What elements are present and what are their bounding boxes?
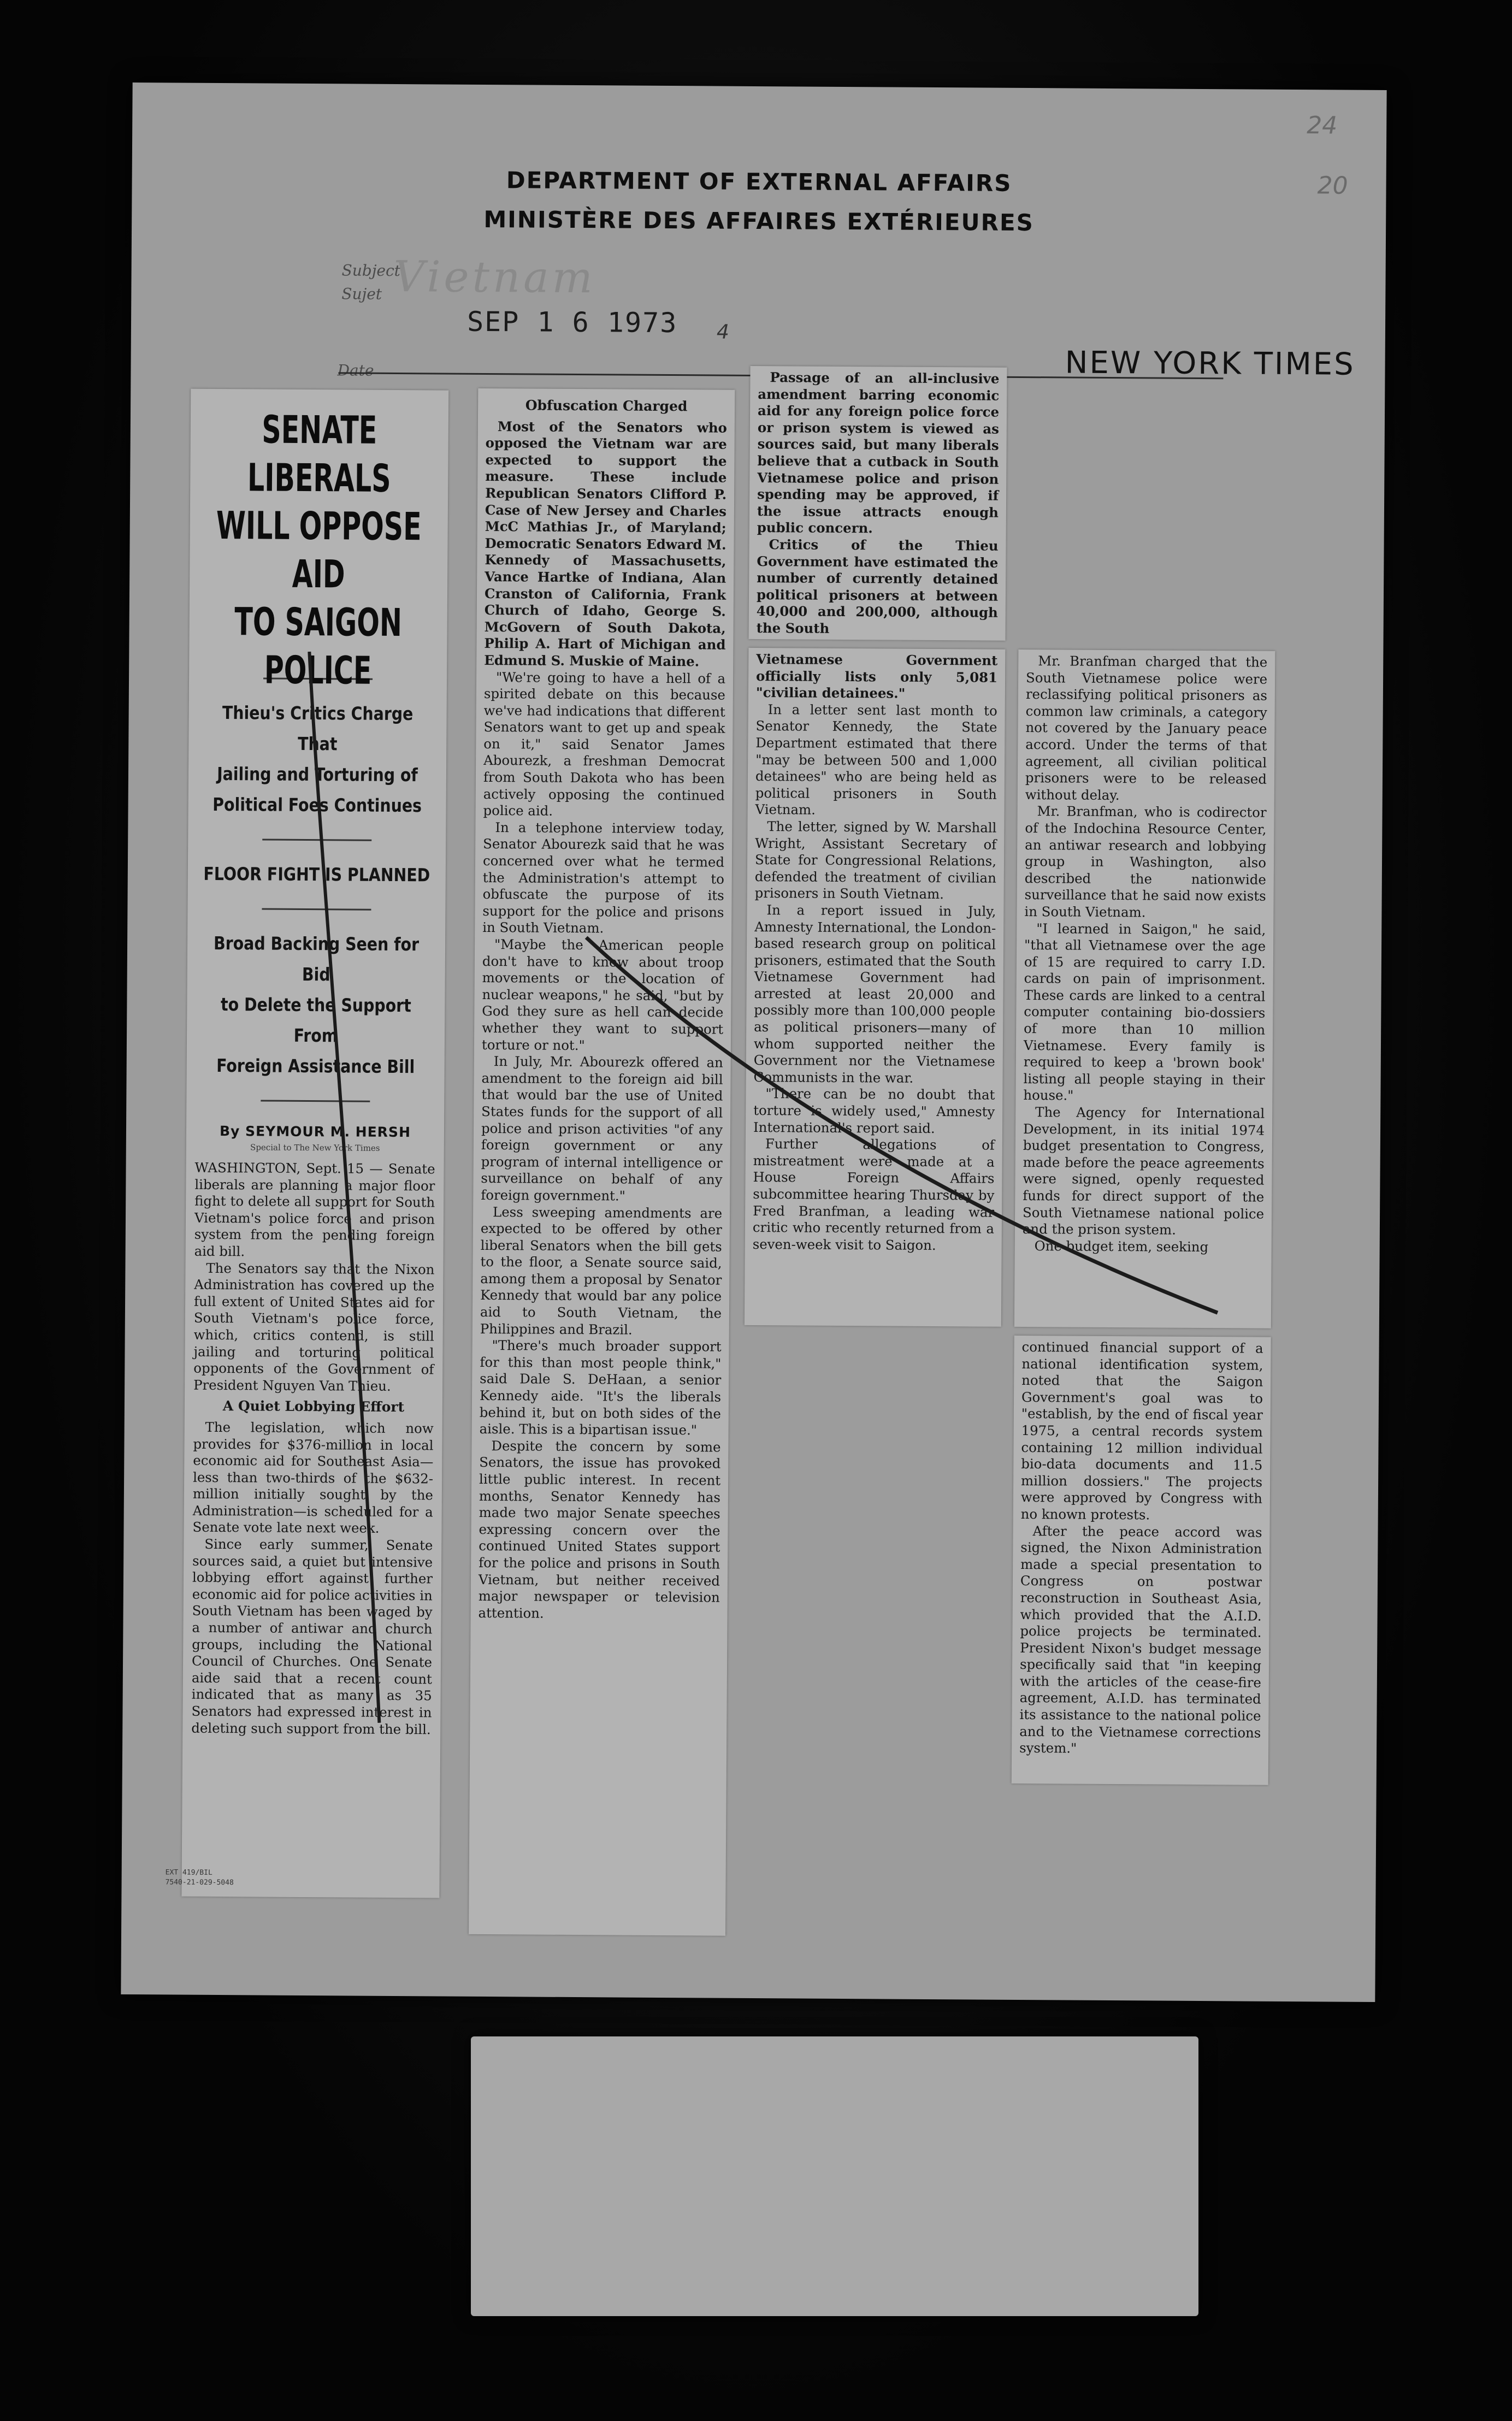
sujet-label: Sujet [341,285,382,303]
headline [211,405,427,695]
deck-line: Foreign Assistance Bill [216,1054,415,1078]
paragraph: The Agency for International Development, in its initial 1974 budget presentation to Congress, made before the peace agreements were signed, openly requested funds for direct support of the South Vietnamese national police and the prison system. [1022,1104,1265,1238]
paragraph: "Maybe the American people don't have to know about troop movements or the location of nuclear weapons," he said, "but by God they sure as hell can decide whether they want to support torture or not." [481,936,724,1053]
paragraph: In a report issued in July, Amnesty International, the London-based research group on political prisoners, estimated that the South Vietnamese Government had arrested at least 20,000 and possibly more than 100,000 people as political prisoners—many of whom supported neither the Government nor the Vietnamese Communists in the war. [753,902,996,1086]
form-code-line: EXT 419/BIL [165,1868,212,1877]
paragraph: The legislation, which now provides for $376-million in local economic aid for Southeast Asia—less than two-thirds of the $632-million initially sought by the Administration—is scheduled for a Senate vote late next week. [192,1419,434,1537]
paragraph: "There's much broader support for this than most people think," said Dale S. DeHaan, a senior Kennedy aide. "It's the liberals behind it, but on both sides of the aisle. This is a bipartisan issue." [479,1337,722,1438]
form-code-line: 7540-21-029-5048 [165,1878,234,1887]
form-code [166,1868,234,1888]
clipping-column-1 [181,389,448,1898]
paragraph: Critics of the Thieu Government have estimated the number of currently detained political prisoners at between 40,000 and 200,000, although the South [756,536,999,636]
paragraph: "There can be no doubt that torture is widely used," Amnesty International's report said. [753,1085,995,1136]
subhead: A Quiet Lobbying Effort [222,1398,405,1415]
column-2-text [479,397,728,1623]
date-label: Date [337,361,374,380]
deck-line: Political Foes Continues [212,793,422,817]
paragraph: Since early summer, Senate sources said, a quiet but intensive lobbying effort against further economic aid for police activities in South Vietnam has been waged by a number of antiwar and church groups, including the National Council of Churches. One Senate aide said that a recent count indicated that as many as 35 Senators had expressed interest in deleting such support from the bill. [191,1536,433,1738]
column-4-bottom-text [1019,1339,1263,1758]
column-3-bottom-text [753,651,998,1254]
clipping-column-2 [469,388,735,1936]
paragraph: The letter, signed by W. Marshall Wright, Assistant Secretary of State for Congressional Relations, defended the treatment of civilian prisoners in South Vietnam. [754,818,997,902]
paragraph: The Senators say that the Nixon Administration has covered up the full extent of United States aid for South Vietnam's police force, which, critics contend, is still jailing and torturing political opponents of the Government of President Nguyen Van Thieu. [193,1260,435,1394]
margin-mark-2: 20 [1317,172,1348,200]
clipping-column-3-bottom [745,648,1006,1327]
deck-line: Thieu's Critics Charge That [222,702,414,755]
document-page [121,82,1386,2002]
deck-rule [261,1100,370,1102]
paragraph: One budget item, seeking [1034,1237,1209,1255]
paragraph: In July, Mr. Abourezk offered an amendment to the foreign aid bill that would bar the use of United States funds for the support of all police and prison activities "of any foreign government or any program of internal intelligence or surveillance on behalf of any foreign government." [481,1053,723,1204]
column-1-text [191,1160,435,1738]
paragraph: Passage of an all-inclusive amendment barring economic aid for any foreign police force or prison system is viewed as sources said, but many liberals believe that a cutback in South Vietnamese police and prison spending may be approved, if the issue attracts enough public concern. [757,369,1000,536]
date-stamp: SEP 1 6 1973 [466,305,678,339]
source-newspaper: NEW YORK TIMES [1065,345,1355,382]
paragraph: "We're going to have a hell of a spirited debate on this because we've had indications that different Senators want to get up and speak on it," said Senator James Abourezk, a freshman Democrat from South Dakota who has been actively opposing the continued police aid. [483,669,726,819]
paragraph: Further allegations of mistreatment were made at a House Foreign Affairs subcommittee hearing Thursday by Fred Branfman, a leading war critic who recently returned from a seven-week visit to Saigon. [752,1136,995,1253]
margin-mark-1: 24 [1307,111,1338,140]
department-title-en: DEPARTMENT OF EXTERNAL AFFAIRS [506,167,1012,197]
deck-rule [262,839,371,841]
deck-2: FLOOR FIGHT IS PLANNED [203,863,430,886]
paragraph: WASHINGTON, Sept. 15 — Senate liberals are planning a major floor fight to delete all support for South Vietnam's police force and prison system from the pending foreign aid bill. [194,1159,435,1260]
department-title-fr: MINISTÈRE DES AFFAIRES EXTÉRIEURES [483,205,1035,237]
deck-3 [198,928,434,1083]
paragraph: Despite the concern by some Senators, the issue has provoked little public interest. In recent months, Senator Kennedy has made two major Senate speeches expressing concern over the continued United States support for the police and prisons in South Vietnam, but neither received major newspaper or television attention. [478,1437,721,1621]
byline: By SEYMOUR M. HERSH [219,1123,411,1141]
paragraph: After the peace accord was signed, the Nixon Administration made a special presentation to Congress on postwar reconstruction in Southeast Asia, which provided that the A.I.D. police projects be terminated. President Nixon's budget message specifically said that "in keeping with the articles of the cease-fire agreement, A.I.D. has terminated its assistance to the national police and to the Vietnamese corrections system." [1019,1522,1262,1756]
paragraph: In a telephone interview today, Senator Abourezk said that he was concerned over what he termed the Administration's attempt to obfuscate the purpose of its support for the police and prisons in South Vietnam. [482,819,725,936]
deck-1 [199,698,435,822]
clipping-column-4-top [1014,649,1275,1328]
subject-label: Subject [341,261,401,280]
paragraph: Mr. Branfman, who is codirector of the Indochina Resource Center, an antiwar research and lobbying group in Washington, also described the nationwide surveillance that he said now exists in South Vietnam. [1024,803,1267,920]
special-credit: Special to The New York Times [250,1142,380,1153]
headline-line: TO SAIGON POLICE [234,599,403,693]
subhead: Obfuscation Charged [525,397,688,415]
paragraph: continued financial support of a national identification system, noted that the Saigon Government's goal was to "establish, by the end of fiscal year 1975, a central records system containing 12 million individual bio-data documents and 11.5 million dossiers." The projects were approved by Congress with no known protests. [1020,1339,1263,1523]
paragraph: In a letter sent last month to Senator Kennedy, the State Department estimated that there "may be between 500 and 1,000 detainees" who are being held as political prisoners in South Vietnam. [755,701,997,818]
margin-mark-3: 4 [716,321,729,344]
paragraph: Mr. Branfman charged that the South Vietnamese police were reclassifying political prisoners as common law criminals, a category not covered by the January peace accord. Under the terms of that agreement, all civilian political prisoners were to be released without delay. [1025,653,1268,803]
deck-line: to Delete the Support From [220,994,411,1047]
deck-rule [262,908,371,910]
column-4-top-text [1023,653,1268,1256]
paragraph: "I learned in Saigon," he said, "that all Vietnamese over the age of 15 are required to carry I.D. cards on pain of imprisonment. These cards are linked to a central computer containing bio-dossiers of more than 10 million Vietnamese. Every family is required to keep a 'brown book' listing all people staying in their house." [1023,920,1266,1104]
paragraph: Less sweeping amendments are expected to be offered by other liberal Senators when the bill gets to the floor, a Senate source said, among them a proposal by Senator Kennedy that would bar any police aid to South Vietnam, the Philippines and Brazil. [480,1203,723,1338]
headline-line: SENATE LIBERALS [247,407,391,501]
headline-line: WILL OPPOSE AID [216,503,422,597]
paragraph: Most of the Senators who opposed the Vietnam war are expected to support the measure. These include Republican Senators Clifford P. Case of New Jersey and Charles McC Mathias Jr., of Maryland; Democratic Senators Edward M. Kennedy of Massachusetts, Vance Hartke of Indiana, Alan Cranston of California, Frank Church of Idaho, George S. McGovern of South Dakota, Philip A. Hart of Michigan and Edmund S. Muskie of Maine. [484,418,727,670]
blank-card [471,2036,1198,2316]
column-3-top-text [757,369,1000,638]
deck-line: Broad Backing Seen for Bid [213,932,420,985]
clipping-column-3-top [749,366,1007,641]
subject-handwritten: Vietnam [393,252,596,303]
deck-line: Jailing and Torturing of [217,763,418,786]
clipping-column-4-bottom [1012,1336,1271,1785]
paragraph: Vietnamese Government officially lists only 5,081 "civilian detainees." [755,651,998,701]
